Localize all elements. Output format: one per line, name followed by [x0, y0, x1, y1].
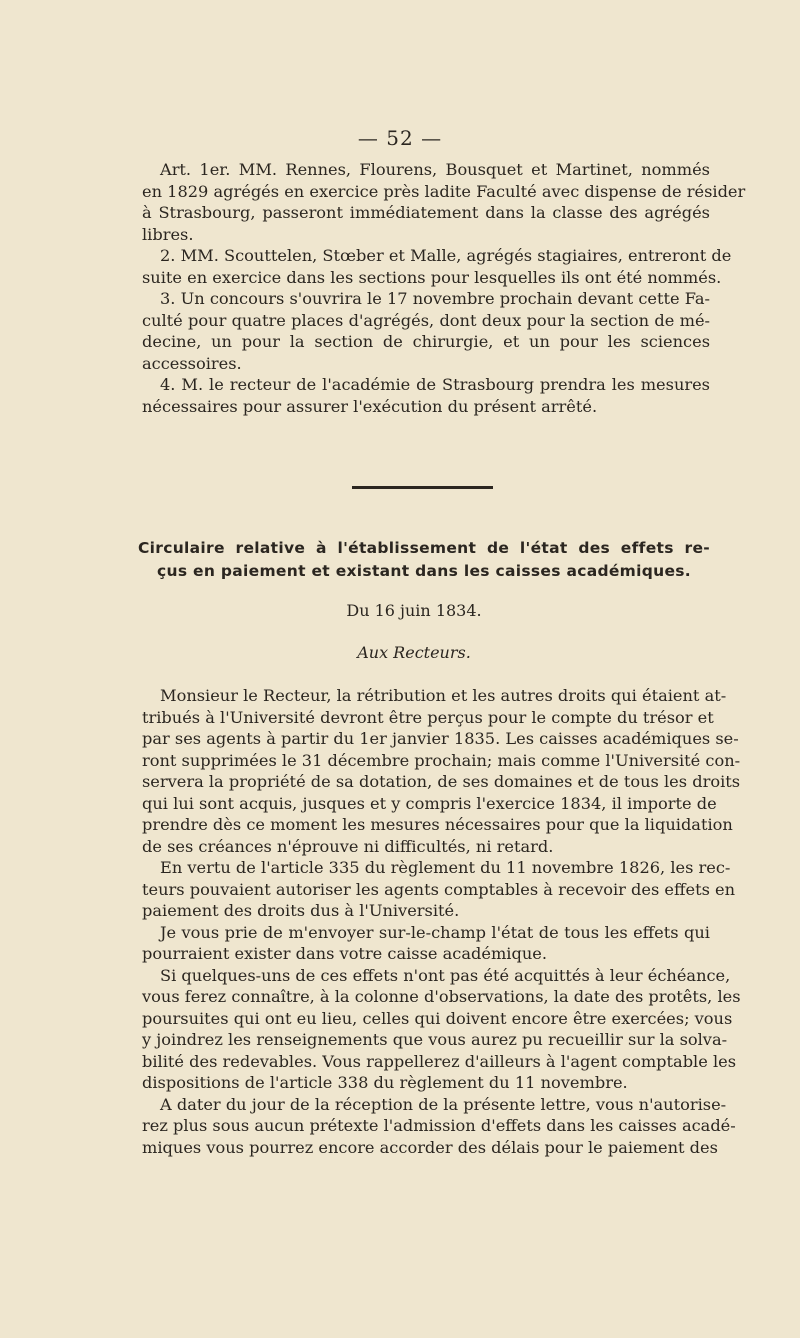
text-line: decine, un pour la section de chirurgie, et un pour les sciences	[142, 332, 710, 351]
text-line: par ses agents à partir du 1er janvier 1835. Les caisses académiques se-	[142, 729, 739, 748]
text-line: A dater du jour de la réception de la présente lettre, vous n'autorise-	[160, 1094, 727, 1114]
circular-date: Du 16 juin 1834.	[346, 601, 482, 620]
page-number: — 52 —	[357, 126, 443, 150]
text-line: Monsieur le Recteur, la rétribution et les autres droits qui étaient at-	[160, 686, 727, 705]
text-line: servera la propriété de sa dotation, de ses domaines et de tous les droits	[142, 772, 741, 791]
text-line: Je vous prie de m'envoyer sur-le-champ l'état de tous les effets qui	[160, 922, 710, 942]
text-line: suite en exercice dans les sections pour lesquelles ils ont été nommés.	[142, 267, 722, 287]
text-line: prendre dès ce moment les mesures nécessaires pour que la liquidation	[142, 815, 733, 834]
text-line: bilité des redevables. Vous rappellerez d'ailleurs à l'agent comptable les	[142, 1051, 737, 1071]
text-line: ront supprimées le 31 décembre prochain; mais comme l'Université con-	[142, 750, 741, 770]
text-line: rez plus sous aucun prétexte l'admission d'effets dans les caisses acadé-	[142, 1116, 736, 1135]
text-line: Art. 1er. MM. Rennes, Flourens, Bousquet et Martinet, nommés	[160, 160, 710, 179]
section-divider	[352, 486, 493, 489]
text-line: Si quelques-uns de ces effets n'ont pas été acquittés à leur échéance,	[160, 965, 731, 985]
text-line: poursuites qui ont eu lieu, celles qui doivent encore être exercées; vous	[142, 1008, 733, 1028]
text-line: qui lui sont acquis, jusques et y compris l'exercice 1834, il importe de	[142, 793, 717, 813]
arrete-articles	[142, 159, 746, 417]
text-line: y joindrez les renseignements que vous aurez pu recueillir sur la solva-	[142, 1030, 728, 1049]
text-line: culté pour quatre places d'agrégés, dont deux pour la section de mé-	[142, 310, 710, 330]
text-line: nécessaires pour assurer l'exécution du présent arrêté.	[142, 396, 598, 416]
circular-addressee: Aux Recteurs.	[357, 643, 471, 662]
text-line: dispositions de l'article 338 du règlement du 11 novembre.	[142, 1073, 628, 1092]
text-line: miques vous pourrez encore accorder des délais pour le paiement des	[142, 1137, 718, 1157]
circular-title	[138, 537, 710, 583]
circular-title-line: çus en paiement et existant dans les caisses académiques.	[157, 562, 691, 580]
text-line: En vertu de l'article 335 du règlement du 11 novembre 1826, les rec-	[160, 858, 731, 877]
text-line: à Strasbourg, passeront immédiatement dans la classe des agrégés	[142, 203, 710, 222]
text-line: de ses créances n'éprouve ni difficultés, ni retard.	[142, 836, 554, 856]
text-line: libres.	[142, 224, 194, 244]
circular-body	[142, 685, 741, 1158]
text-line: vous ferez connaître, à la colonne d'observations, la date des protêts, les	[142, 987, 741, 1006]
text-line: pourraient exister dans votre caisse académique.	[142, 944, 547, 963]
text-line: teurs pouvaient autoriser les agents comptables à recevoir des effets en	[142, 879, 736, 899]
text-line: 4. M. le recteur de l'académie de Strasbourg prendra les mesures	[160, 375, 710, 394]
text-line: en 1829 agrégés en exercice près ladite Faculté avec dispense de résider	[142, 181, 746, 201]
text-line: paiement des droits dus à l'Université.	[142, 901, 460, 920]
text-line: tribués à l'Université devront être perçus pour le compte du trésor et	[142, 707, 714, 727]
text-line: 2. MM. Scouttelen, Stœber et Malle, agrégés stagiaires, entreront de	[160, 246, 732, 265]
text-line: 3. Un concours s'ouvrira le 17 novembre prochain devant cette Fa-	[160, 289, 710, 308]
text-line: accessoires.	[142, 353, 242, 373]
circular-title-line: Circulaire relative à l'établissement de l'état des effets re-	[138, 539, 710, 557]
